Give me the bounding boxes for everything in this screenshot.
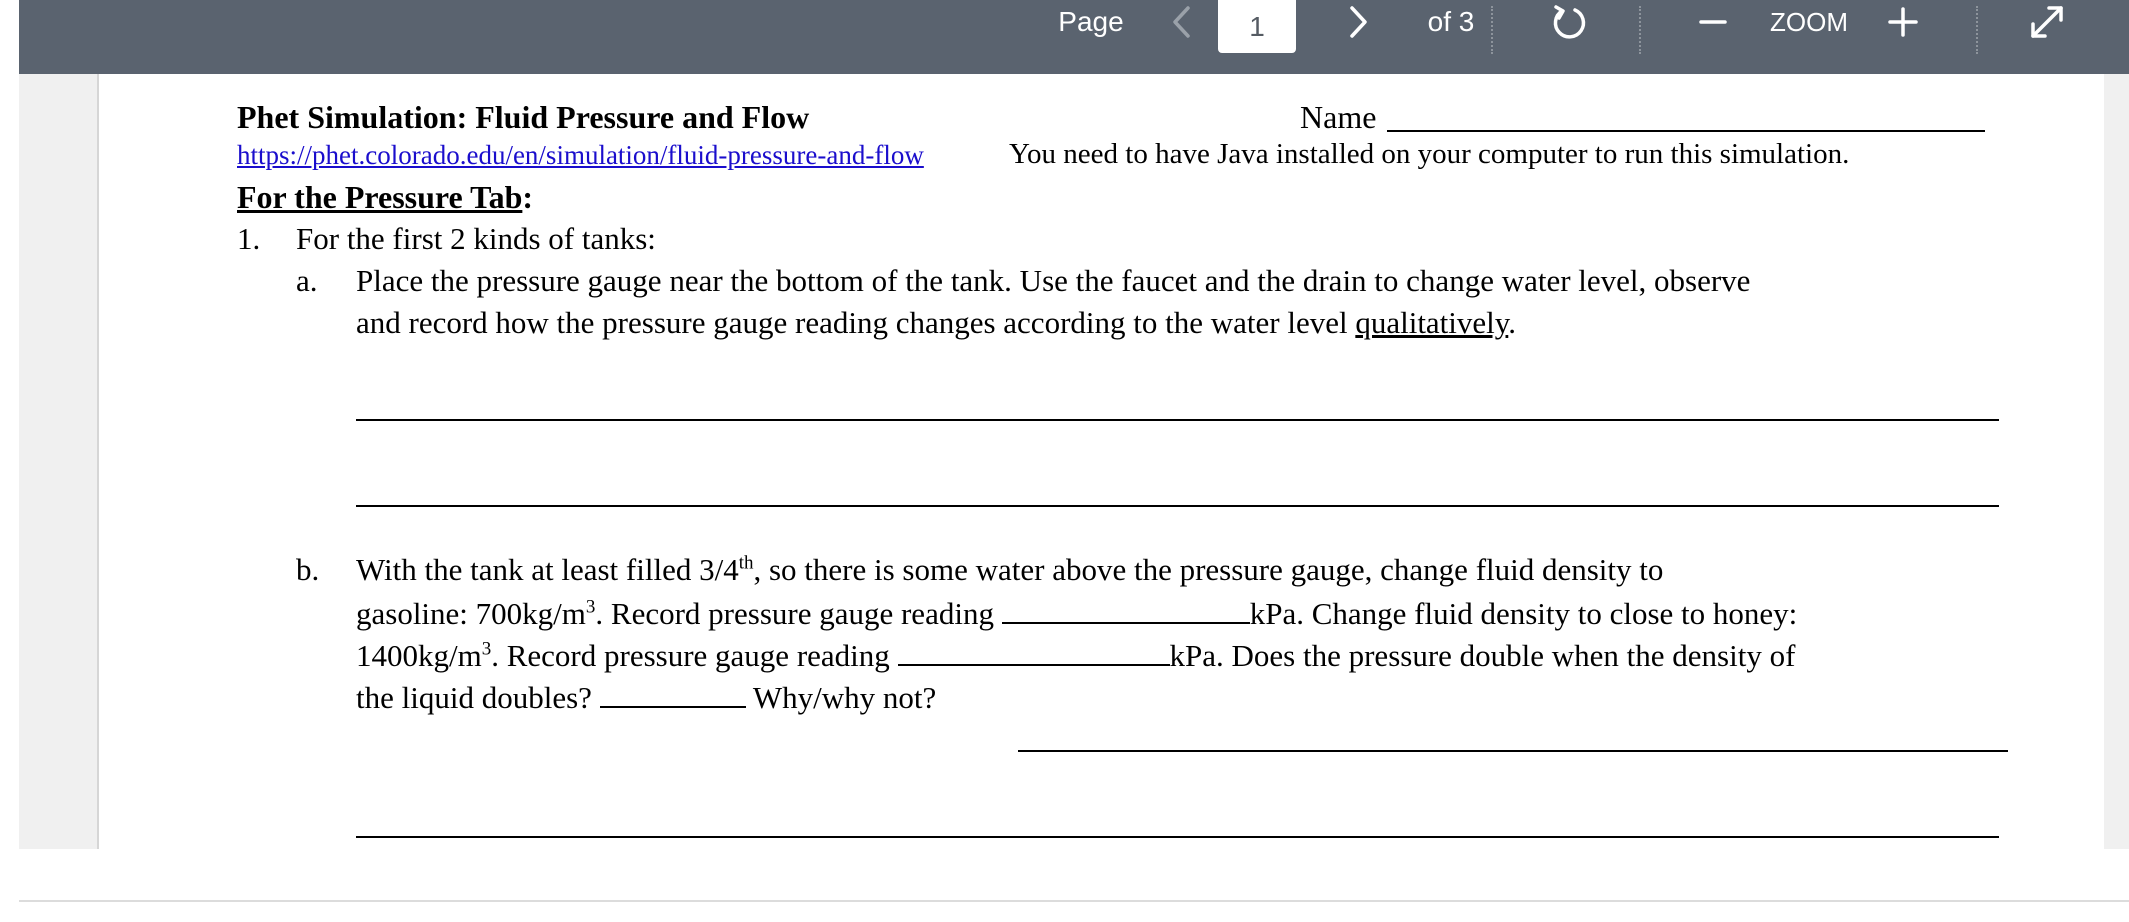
name-answer-line[interactable] (1387, 130, 1985, 132)
qb-line-1-text: With the tank at least filled 3/4 (356, 552, 739, 587)
toolbar-divider (1976, 6, 1978, 54)
qb-line-2-end: kPa. Change fluid density to close to honey: (1249, 596, 1798, 631)
gasoline-pressure-blank[interactable] (1002, 596, 1250, 624)
section-heading-colon: : (522, 179, 534, 215)
qb-letter: b. (296, 552, 320, 587)
qualitatively-word: qualitatively (1355, 305, 1509, 340)
java-note: You need to have Java installed on your computer to run this simulation. (1009, 138, 1850, 170)
page-number-input[interactable] (1218, 0, 1296, 53)
toolbar-divider (1491, 6, 1493, 54)
th-superscript: th (738, 552, 754, 574)
qb-line-3-end: kPa. Does the pressure double when the density of (1169, 638, 1796, 673)
qb-line-2 (356, 596, 1797, 629)
cubed-superscript: 3 (481, 638, 492, 660)
viewer-toolbar (19, 0, 2129, 74)
footer-divider (19, 900, 2129, 902)
qb-answer-line-1[interactable] (1018, 750, 2008, 752)
cubed-superscript: 3 (585, 596, 596, 618)
toolbar-divider (1639, 6, 1641, 54)
rotate-icon (1549, 2, 1589, 42)
page-label: Page (1058, 6, 1124, 37)
why-why-not: Why/why not? (745, 680, 937, 715)
record-reading-text: . Record pressure gauge reading (491, 638, 898, 673)
pdf-viewer (19, 0, 2129, 849)
qb-line-1-end: , so there is some water above the pressure gauge, change fluid density to (753, 552, 1664, 587)
qb-line-4 (356, 680, 936, 713)
page-count-label: of 3 (1427, 6, 1475, 37)
qb-line-4-text: the liquid doubles? (356, 680, 600, 715)
zoom-in-button[interactable] (1881, 0, 1925, 44)
section-heading-text: For the Pressure Tab (237, 179, 523, 215)
qa-line-2 (356, 307, 1516, 338)
qb-line-1 (356, 554, 1663, 585)
fullscreen-button[interactable] (2017, 0, 2077, 44)
qb-line-3 (356, 638, 1795, 671)
honey-pressure-blank[interactable] (898, 638, 1170, 666)
qa-answer-line-2[interactable] (356, 505, 1999, 507)
plus-icon (1887, 6, 1919, 38)
zoom-out-button[interactable] (1691, 0, 1735, 44)
name-label: Name (1300, 99, 1377, 135)
qa-line-1: Place the pressure gauge near the bottom of the tank. Use the faucet and the drain to change water level, observe (356, 263, 1751, 298)
double-answer-blank[interactable] (600, 680, 746, 708)
q1-number: 1. (237, 221, 261, 256)
qa-line-2-text: and record how the pressure gauge reading changes according to the water level (356, 305, 1356, 340)
previous-page-button[interactable] (1159, 0, 1203, 44)
qa-line-2-end: . (1508, 305, 1517, 340)
qa-letter: a. (296, 263, 318, 298)
worksheet-title: Phet Simulation: Fluid Pressure and Flow (237, 99, 810, 135)
qa-answer-line-1[interactable] (356, 419, 1999, 421)
gasoline-density: gasoline: 700kg/m (356, 596, 586, 631)
rotate-button[interactable] (1541, 0, 1597, 44)
honey-density: 1400kg/m (356, 638, 482, 673)
zoom-label: ZOOM (1770, 6, 1848, 37)
name-field (1300, 101, 1376, 133)
expand-icon (2027, 2, 2067, 42)
worksheet-content (99, 74, 2104, 849)
q1-text: For the first 2 kinds of tanks: (296, 221, 656, 256)
chevron-left-icon (1170, 5, 1192, 39)
simulation-link[interactable]: https://phet.colorado.edu/en/simulation/fluid-pressure-and-flow (237, 140, 924, 170)
document-page (97, 74, 2104, 849)
section-heading (237, 181, 533, 213)
minus-icon (1698, 7, 1728, 37)
qb-answer-line-2[interactable] (356, 836, 1999, 838)
record-reading-text: . Record pressure gauge reading (595, 596, 1002, 631)
next-page-button[interactable] (1337, 0, 1381, 44)
chevron-right-icon (1348, 5, 1370, 39)
url-row (237, 142, 924, 169)
